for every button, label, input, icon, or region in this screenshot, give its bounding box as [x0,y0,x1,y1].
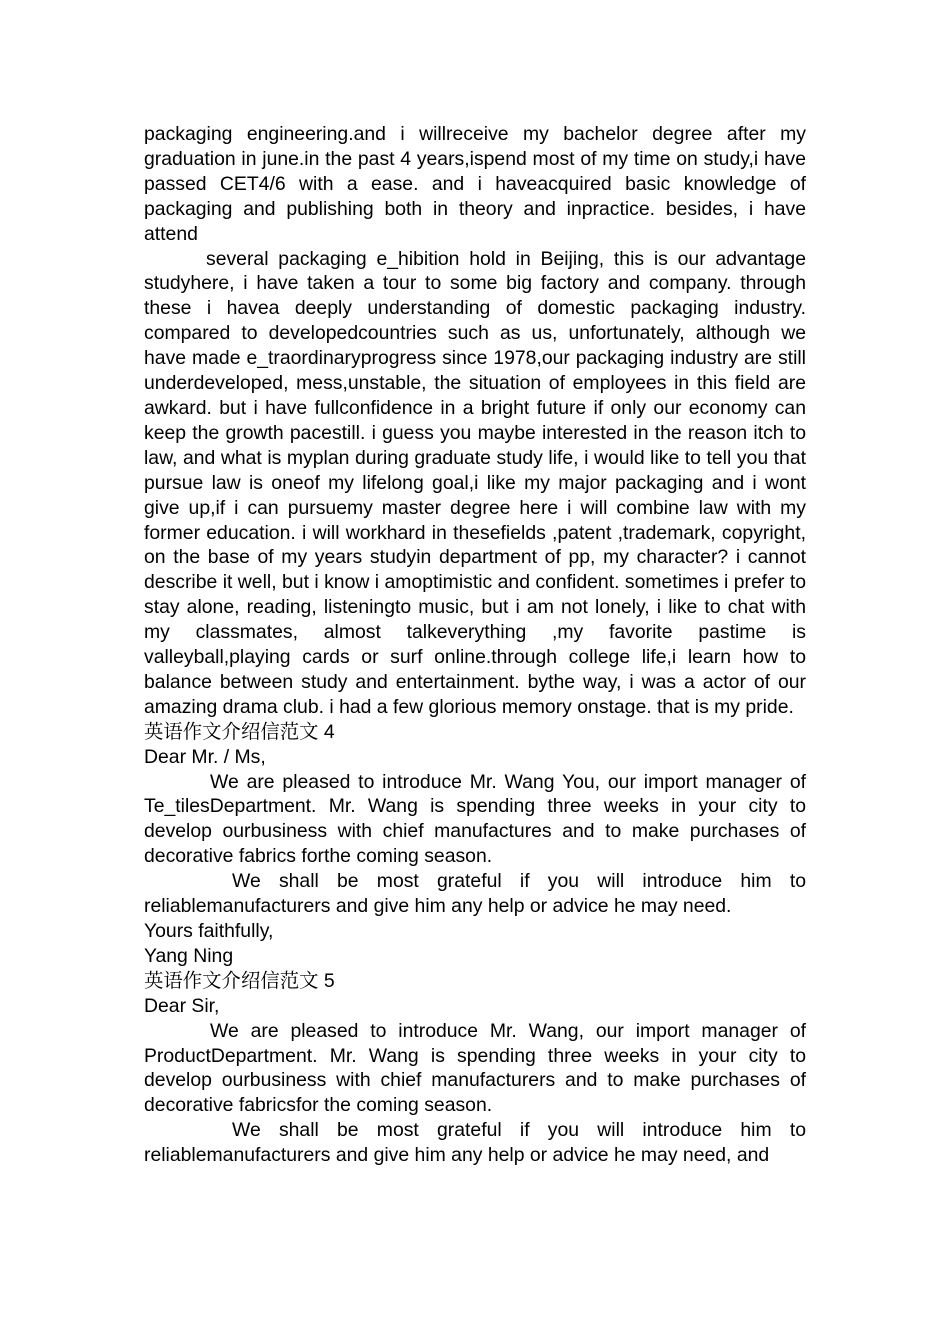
salutation-4: Dear Mr. / Ms, [144,745,266,768]
section-heading-4: 英语作文介绍信范文 4 [144,720,335,743]
body-paragraph-2: several packaging e_hibition hold in Beijing, this is our advantage studyhere, i have taken a tour to some big factory and company. through these i havea deeply understanding of domestic packaging industry. compared to developedcountries such as us, unfortunately, although we have made e_traordinaryprogress since 1978,our packaging industry are still underdeveloped, mess,unstable, the situation of employees in this field are awkard. but i have fullconfidence in a bright future if only our economy can keep the growth pacestill. i guess you maybe interested in the reason itch to law, and what is myplan during graduate study life, i would like to tell you that pursue law is oneof my lifelong goal,i like my major packaging and i wont give up,if i can pursuemy master degree here i will combine law with my former education. i will workhard in thesefields ,patent ,trademark, copyright, on the base of my years studyin department of pp, my character? i cannot describe it well, but i know i amoptimistic and confident. sometimes i prefer to stay alone, reading, listeningto music, but i am not lonely, i like to chat with my classmates, almost talkeverything ,my favorite pastime is valleyball,playing cards or surf online.through college life,i learn how to balance between study and entertainment. bythe way, i was a actor of our amazing drama club. i had a few glorious memory onstage. that is my pride. [144,247,806,718]
letter-5-paragraph-2: We shall be most grateful if you will introduce him to reliablemanufacturers and give him any help or advice he may need, and [144,1119,806,1167]
letter-4-paragraph-1: We are pleased to introduce Mr. Wang You, our import manager of Te_tilesDepartment. Mr. Wang is spending three weeks in your city to develop ourbusiness with chief manufactures and to make purchases of decorative fabrics forthe coming season. [144,770,806,868]
section-heading-5: 英语作文介绍信范文 5 [144,969,335,992]
letter-4-paragraph-2: We shall be most grateful if you will introduce him to reliablemanufacturers and give him any help or advice he may need. [144,870,806,918]
body-paragraph-1: packaging engineering.and i willreceive my bachelor degree after my graduation in june.in the past 4 years,ispend most of my time on study,i have passed CET4/6 with a ease. and i haveacquired basic knowledge of packaging and publishing both in theory and inpractice. besides, i have attend [144,123,806,245]
letter-5-paragraph-1: We are pleased to introduce Mr. Wang, our import manager of ProductDepartment. Mr. Wang is spending three weeks in your city to develop ourbusiness with chief manufacturers and to make purchases of decorative fabricsfor the coming season. [144,1019,806,1117]
document-page [144,122,806,1168]
salutation-5: Dear Sir, [144,994,220,1017]
closing-4: Yours faithfully, [144,920,274,942]
signature-4: Yang Ning [144,944,234,967]
